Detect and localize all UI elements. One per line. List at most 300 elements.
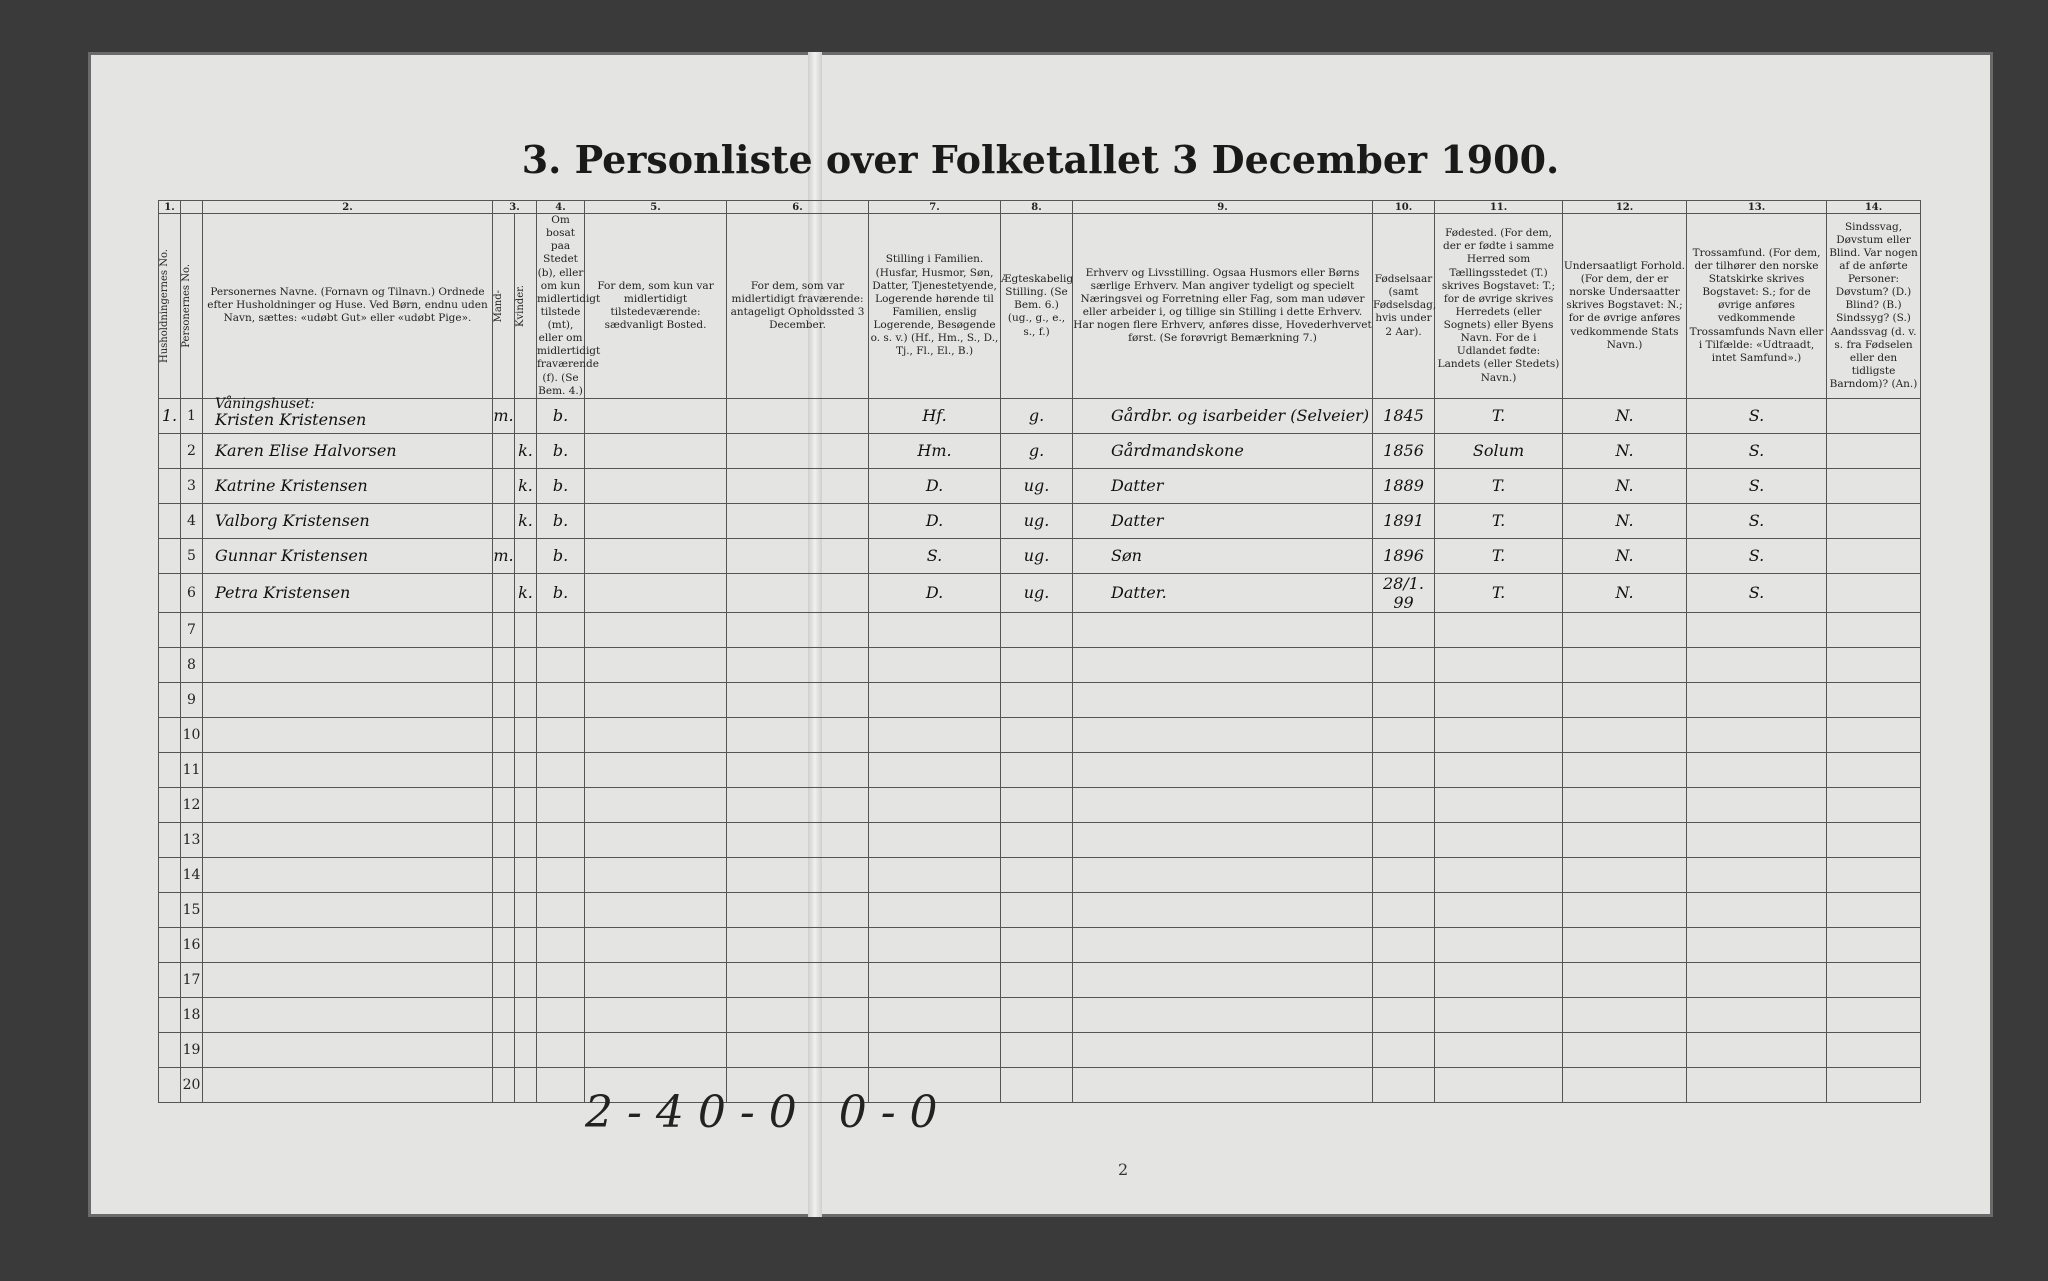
- household-number-cell: [159, 962, 181, 997]
- handwritten-total: 2-40-0 0-0: [585, 1087, 952, 1138]
- temporary-location-cell: [727, 503, 869, 538]
- table-row: [159, 892, 1921, 927]
- sex-male-cell: m.: [493, 538, 515, 573]
- occupation-cell: [1073, 647, 1373, 682]
- table-row: [159, 857, 1921, 892]
- table-row: [159, 927, 1921, 962]
- usual-residence-cell: [585, 1032, 727, 1067]
- person-number-cell: 17: [181, 962, 203, 997]
- occupation-cell: [1073, 1032, 1373, 1067]
- col-num: [181, 201, 203, 214]
- religion-cell: [1687, 962, 1827, 997]
- person-number-cell: 7: [181, 612, 203, 647]
- citizenship-cell: N.: [1563, 433, 1687, 468]
- citizenship-cell: [1563, 1067, 1687, 1102]
- residence-status-cell: [537, 962, 585, 997]
- marital-status-cell: ug.: [1001, 468, 1073, 503]
- person-number-cell: 1: [181, 398, 203, 433]
- birth-year-cell: [1373, 962, 1435, 997]
- marital-status-cell: [1001, 717, 1073, 752]
- marital-status-cell: ug.: [1001, 503, 1073, 538]
- birth-year-cell: [1373, 717, 1435, 752]
- person-name-cell: [203, 962, 493, 997]
- marital-status-cell: [1001, 857, 1073, 892]
- person-name-cell: [203, 927, 493, 962]
- person-name-cell: [203, 892, 493, 927]
- birth-year-cell: 1891: [1373, 503, 1435, 538]
- birth-year-cell: [1373, 822, 1435, 857]
- religion-cell: [1687, 1032, 1827, 1067]
- family-position-cell: Hm.: [869, 433, 1001, 468]
- col-num: 7.: [869, 201, 1001, 214]
- religion-cell: [1687, 752, 1827, 787]
- birth-year-cell: 1896: [1373, 538, 1435, 573]
- temporary-location-cell: [727, 822, 869, 857]
- sex-female-cell: [515, 962, 537, 997]
- page-number: 2: [1118, 1160, 1129, 1179]
- temporary-location-cell: [727, 573, 869, 612]
- disability-cell: [1827, 398, 1921, 433]
- family-position-cell: Hf.: [869, 398, 1001, 433]
- temporary-location-cell: [727, 647, 869, 682]
- header-sex-k: Kvinder.: [515, 214, 537, 399]
- page-title: 3. Personliste over Folketallet 3 December 1900.: [521, 137, 1560, 182]
- sex-male-cell: [493, 717, 515, 752]
- person-name-cell: [203, 752, 493, 787]
- disability-cell: [1827, 787, 1921, 822]
- disability-cell: [1827, 1032, 1921, 1067]
- sex-female-cell: [515, 647, 537, 682]
- residence-status-cell: b.: [537, 538, 585, 573]
- religion-cell: S.: [1687, 538, 1827, 573]
- person-number-cell: 3: [181, 468, 203, 503]
- usual-residence-cell: [585, 538, 727, 573]
- marital-status-cell: [1001, 787, 1073, 822]
- occupation-cell: [1073, 962, 1373, 997]
- birth-year-cell: [1373, 892, 1435, 927]
- temporary-location-cell: [727, 433, 869, 468]
- religion-cell: [1687, 717, 1827, 752]
- citizenship-cell: N.: [1563, 468, 1687, 503]
- person-number-cell: 19: [181, 1032, 203, 1067]
- table-row: [159, 398, 1921, 433]
- occupation-cell: [1073, 892, 1373, 927]
- usual-residence-cell: [585, 997, 727, 1032]
- occupation-cell: [1073, 822, 1373, 857]
- col-num: 1.: [159, 201, 181, 214]
- household-number-cell: [159, 1067, 181, 1102]
- religion-cell: [1687, 787, 1827, 822]
- usual-residence-cell: [585, 927, 727, 962]
- sex-male-cell: [493, 503, 515, 538]
- usual-residence-cell: [585, 398, 727, 433]
- religion-cell: [1687, 997, 1827, 1032]
- census-rows: [159, 395, 1921, 1102]
- person-number-cell: 12: [181, 787, 203, 822]
- residence-status-cell: b.: [537, 398, 585, 433]
- birth-year-cell: [1373, 1032, 1435, 1067]
- birthplace-cell: [1435, 787, 1563, 822]
- birth-year-cell: 1856: [1373, 433, 1435, 468]
- birthplace-cell: T.: [1435, 503, 1563, 538]
- religion-cell: [1687, 892, 1827, 927]
- family-position-cell: D.: [869, 468, 1001, 503]
- person-name-cell: [203, 1067, 493, 1102]
- residence-status-cell: [537, 717, 585, 752]
- sex-male-cell: [493, 1032, 515, 1067]
- birth-year-cell: 1845: [1373, 398, 1435, 433]
- table-row: [159, 612, 1921, 647]
- col-num: 13.: [1687, 201, 1827, 214]
- citizenship-cell: [1563, 892, 1687, 927]
- census-sheet: [88, 52, 1993, 1217]
- usual-residence-cell: [585, 752, 727, 787]
- household-number-cell: [159, 647, 181, 682]
- sex-female-cell: k.: [515, 573, 537, 612]
- household-number-cell: [159, 822, 181, 857]
- household-number-cell: [159, 717, 181, 752]
- column-number-row: [159, 201, 1921, 214]
- sex-male-cell: m.: [493, 398, 515, 433]
- birthplace-cell: [1435, 682, 1563, 717]
- family-position-cell: [869, 997, 1001, 1032]
- person-name-cell: Petra Kristensen: [203, 573, 493, 612]
- sex-female-cell: [515, 1067, 537, 1102]
- residence-status-cell: [537, 612, 585, 647]
- sex-male-cell: [493, 857, 515, 892]
- residence-status-cell: b.: [537, 468, 585, 503]
- birth-year-cell: [1373, 647, 1435, 682]
- sex-male-cell: [493, 787, 515, 822]
- person-number-cell: 11: [181, 752, 203, 787]
- family-position-cell: [869, 822, 1001, 857]
- disability-cell: [1827, 717, 1921, 752]
- col-num: 2.: [203, 201, 493, 214]
- temporary-location-cell: [727, 398, 869, 433]
- marital-status-cell: [1001, 822, 1073, 857]
- marital-status-cell: [1001, 612, 1073, 647]
- household-number-cell: [159, 752, 181, 787]
- temporary-location-cell: [727, 787, 869, 822]
- residence-status-cell: [537, 892, 585, 927]
- sex-male-cell: [493, 962, 515, 997]
- usual-residence-cell: [585, 503, 727, 538]
- table-row: [159, 682, 1921, 717]
- sex-male-cell: [493, 752, 515, 787]
- citizenship-cell: [1563, 1032, 1687, 1067]
- header-person-no: Personernes No.: [181, 214, 203, 399]
- occupation-cell: [1073, 717, 1373, 752]
- person-number-cell: 18: [181, 997, 203, 1032]
- birthplace-cell: [1435, 822, 1563, 857]
- marital-status-cell: [1001, 927, 1073, 962]
- family-position-cell: [869, 752, 1001, 787]
- family-position-cell: [869, 927, 1001, 962]
- family-position-cell: [869, 787, 1001, 822]
- residence-status-cell: [537, 1032, 585, 1067]
- marital-status-cell: g.: [1001, 433, 1073, 468]
- person-name-cell: Valborg Kristensen: [203, 503, 493, 538]
- birthplace-cell: [1435, 927, 1563, 962]
- temporary-location-cell: [727, 1032, 869, 1067]
- marital-status-cell: [1001, 752, 1073, 787]
- table-row: [159, 538, 1921, 573]
- sex-male-cell: [493, 1067, 515, 1102]
- sex-female-cell: [515, 538, 537, 573]
- person-number-cell: 8: [181, 647, 203, 682]
- occupation-cell: [1073, 857, 1373, 892]
- household-number-cell: [159, 503, 181, 538]
- disability-cell: [1827, 573, 1921, 612]
- residence-status-cell: b.: [537, 503, 585, 538]
- sex-male-cell: [493, 647, 515, 682]
- marital-status-cell: [1001, 997, 1073, 1032]
- household-heading: Våningshuset:: [215, 395, 315, 412]
- sex-female-cell: [515, 717, 537, 752]
- temporary-location-cell: [727, 612, 869, 647]
- table-row: [159, 647, 1921, 682]
- person-name-cell: [203, 997, 493, 1032]
- household-number-cell: [159, 927, 181, 962]
- header-household-no: Husholdningernes No.: [159, 214, 181, 399]
- temporary-location-cell: [727, 962, 869, 997]
- header-citizenship: Undersaatligt Forhold. (For dem, der er norske Undersaatter skrives Bogstavet: N.; for de øvrige anføres vedkommende Stats Navn.): [1563, 214, 1687, 399]
- citizenship-cell: [1563, 752, 1687, 787]
- temporary-location-cell: [727, 857, 869, 892]
- marital-status-cell: ug.: [1001, 573, 1073, 612]
- header-birthplace: Fødested. (For dem, der er fødte i samme Herred som Tællingsstedet (T.) skrives Bogstavet: T.; for de øvrige skrives Herredets (eller Sognets) eller Byens Navn. For de i Udlandet fødte: Landets (eller Stedets) Navn.): [1435, 214, 1563, 399]
- family-position-cell: D.: [869, 573, 1001, 612]
- birthplace-cell: Solum: [1435, 433, 1563, 468]
- person-name-cell: [203, 787, 493, 822]
- religion-cell: S.: [1687, 503, 1827, 538]
- sex-female-cell: [515, 927, 537, 962]
- usual-residence-cell: [585, 573, 727, 612]
- birth-year-cell: [1373, 612, 1435, 647]
- citizenship-cell: [1563, 787, 1687, 822]
- occupation-cell: [1073, 997, 1373, 1032]
- table-row: [159, 717, 1921, 752]
- person-name-cell: [203, 822, 493, 857]
- household-number-cell: [159, 857, 181, 892]
- table-row: [159, 997, 1921, 1032]
- marital-status-cell: ug.: [1001, 538, 1073, 573]
- birthplace-cell: [1435, 997, 1563, 1032]
- usual-residence-cell: [585, 682, 727, 717]
- marital-status-cell: [1001, 892, 1073, 927]
- person-name-cell: [203, 612, 493, 647]
- sex-male-cell: [493, 433, 515, 468]
- disability-cell: [1827, 927, 1921, 962]
- table-row: [159, 752, 1921, 787]
- residence-status-cell: b.: [537, 433, 585, 468]
- header-occupation: Erhverv og Livsstilling. Ogsaa Husmors eller Børns særlige Erhverv. Man angiver tydeligt og specielt Næringsvei og Forretning eller Fag, som man udøver eller arbeider i, og tillige sin Stilling i dette Erhverv. Har nogen flere Erhverv, anføres disse, Hovederhvervet først. (Se forøvrigt Bemærkning 7.): [1073, 214, 1373, 399]
- usual-residence-cell: [585, 962, 727, 997]
- table-row: [159, 573, 1921, 612]
- residence-status-cell: [537, 927, 585, 962]
- usual-residence-cell: [585, 612, 727, 647]
- usual-residence-cell: [585, 822, 727, 857]
- citizenship-cell: N.: [1563, 398, 1687, 433]
- religion-cell: [1687, 822, 1827, 857]
- citizenship-cell: [1563, 682, 1687, 717]
- sex-male-cell: [493, 468, 515, 503]
- household-number-cell: [159, 892, 181, 927]
- disability-cell: [1827, 822, 1921, 857]
- disability-cell: [1827, 433, 1921, 468]
- table-row: [159, 468, 1921, 503]
- header-religion: Trossamfund. (For dem, der tilhører den norske Statskirke skrives Bogstavet: S.; for de øvrige anføres vedkommende Trossamfunds Navn eller i Tilfælde: «Udtraadt, intet Samfund».): [1687, 214, 1827, 399]
- birth-year-cell: [1373, 682, 1435, 717]
- person-number-cell: 9: [181, 682, 203, 717]
- temporary-location-cell: [727, 927, 869, 962]
- family-position-cell: [869, 1032, 1001, 1067]
- sex-female-cell: k.: [515, 468, 537, 503]
- residence-status-cell: [537, 647, 585, 682]
- household-number-cell: [159, 573, 181, 612]
- table-row: [159, 433, 1921, 468]
- usual-residence-cell: [585, 787, 727, 822]
- table-row: [159, 1032, 1921, 1067]
- residence-status-cell: [537, 997, 585, 1032]
- marital-status-cell: [1001, 682, 1073, 717]
- household-number-cell: [159, 538, 181, 573]
- disability-cell: [1827, 503, 1921, 538]
- sex-male-cell: [493, 573, 515, 612]
- occupation-cell: Gårdmandskone: [1073, 433, 1373, 468]
- marital-status-cell: g.: [1001, 398, 1073, 433]
- disability-cell: [1827, 752, 1921, 787]
- occupation-cell: [1073, 682, 1373, 717]
- person-name-cell: Gunnar Kristensen: [203, 538, 493, 573]
- religion-cell: S.: [1687, 573, 1827, 612]
- person-name-cell: [203, 647, 493, 682]
- marital-status-cell: [1001, 1032, 1073, 1067]
- birth-year-cell: [1373, 752, 1435, 787]
- occupation-cell: Datter: [1073, 468, 1373, 503]
- disability-cell: [1827, 682, 1921, 717]
- header-residence: Om bosat paa Stedet (b), eller om kun midlertidigt tilstede (mt), eller om midlertidigt fraværende (f). (Se Bem. 4.): [537, 214, 601, 397]
- disability-cell: [1827, 962, 1921, 997]
- marital-status-cell: [1001, 1067, 1073, 1102]
- header-usual-residence: For dem, som kun var midlertidigt tilstedeværende: sædvanligt Bosted.: [585, 214, 727, 399]
- col-num: 4.: [537, 201, 585, 214]
- occupation-cell: Søn: [1073, 538, 1373, 573]
- family-position-cell: [869, 612, 1001, 647]
- occupation-cell: [1073, 752, 1373, 787]
- birthplace-cell: T.: [1435, 538, 1563, 573]
- person-name-cell: [203, 395, 493, 433]
- citizenship-cell: [1563, 647, 1687, 682]
- family-position-cell: [869, 682, 1001, 717]
- birth-year-cell: [1373, 787, 1435, 822]
- marital-status-cell: [1001, 647, 1073, 682]
- person-name-cell: [203, 717, 493, 752]
- citizenship-cell: [1563, 927, 1687, 962]
- person-name-text: Kristen Kristensen: [215, 409, 367, 429]
- family-position-cell: [869, 962, 1001, 997]
- birthplace-cell: [1435, 612, 1563, 647]
- table-row: [159, 822, 1921, 857]
- temporary-location-cell: [727, 682, 869, 717]
- table-row: [159, 1067, 1921, 1102]
- residence-status-cell: b.: [537, 573, 585, 612]
- col-num: 14.: [1827, 201, 1921, 214]
- citizenship-cell: [1563, 997, 1687, 1032]
- family-position-cell: D.: [869, 503, 1001, 538]
- birth-year-cell: [1373, 997, 1435, 1032]
- disability-cell: [1827, 892, 1921, 927]
- sex-female-cell: [515, 1032, 537, 1067]
- disability-cell: [1827, 468, 1921, 503]
- person-name-cell: [203, 1032, 493, 1067]
- citizenship-cell: N.: [1563, 503, 1687, 538]
- birth-year-cell: 28/1. 99: [1373, 573, 1435, 612]
- disability-cell: [1827, 857, 1921, 892]
- person-number-cell: 15: [181, 892, 203, 927]
- col-num: 6.: [727, 201, 869, 214]
- col-num: 5.: [585, 201, 727, 214]
- usual-residence-cell: [585, 647, 727, 682]
- sex-female-cell: k.: [515, 433, 537, 468]
- col-num: 10.: [1373, 201, 1435, 214]
- usual-residence-cell: [585, 433, 727, 468]
- sex-male-cell: [493, 892, 515, 927]
- sex-female-cell: [515, 997, 537, 1032]
- person-name-cell: Karen Elise Halvorsen: [203, 433, 493, 468]
- person-name-cell: [203, 682, 493, 717]
- usual-residence-cell: [585, 892, 727, 927]
- temporary-location-cell: [727, 538, 869, 573]
- household-number-cell: [159, 997, 181, 1032]
- temporary-location-cell: [727, 997, 869, 1032]
- birthplace-cell: T.: [1435, 573, 1563, 612]
- household-number-cell: [159, 682, 181, 717]
- occupation-cell: Datter: [1073, 503, 1373, 538]
- sex-female-cell: k.: [515, 503, 537, 538]
- sex-male-cell: [493, 682, 515, 717]
- person-number-cell: 13: [181, 822, 203, 857]
- occupation-cell: [1073, 612, 1373, 647]
- religion-cell: S.: [1687, 398, 1827, 433]
- header-temporary-location: For dem, som var midlertidigt fraværende: antageligt Opholdssted 3 December.: [727, 214, 869, 399]
- sex-female-cell: [515, 612, 537, 647]
- usual-residence-cell: [585, 717, 727, 752]
- person-number-cell: 5: [181, 538, 203, 573]
- header-disability: Sindssvag, Døvstum eller Blind. Var nogen af de anførte Personer: Døvstum? (D.) Blind? (B.) Sindssyg? (S.) Aandssvag (d. v. s. fra Fødselen eller den tidligste Barndom)? (An.): [1827, 214, 1921, 399]
- disability-cell: [1827, 538, 1921, 573]
- birthplace-cell: T.: [1435, 468, 1563, 503]
- birthplace-cell: [1435, 892, 1563, 927]
- birthplace-cell: [1435, 1067, 1563, 1102]
- person-number-cell: 6: [181, 573, 203, 612]
- sex-male-cell: [493, 612, 515, 647]
- household-number-cell: 1.: [159, 398, 181, 433]
- occupation-cell: Gårdbr. og isarbeider (Selveier): [1073, 398, 1373, 433]
- disability-cell: [1827, 612, 1921, 647]
- occupation-cell: [1073, 1067, 1373, 1102]
- residence-status-cell: [537, 787, 585, 822]
- person-name-cell: [203, 857, 493, 892]
- sex-female-cell: [515, 682, 537, 717]
- col-num: 12.: [1563, 201, 1687, 214]
- disability-cell: [1827, 647, 1921, 682]
- header-marital-status: Ægteskabelig Stilling. (Se Bem. 6.) (ug., g., e., s., f.): [1001, 214, 1073, 399]
- family-position-cell: [869, 717, 1001, 752]
- household-number-cell: [159, 433, 181, 468]
- col-num: 9.: [1073, 201, 1373, 214]
- citizenship-cell: N.: [1563, 538, 1687, 573]
